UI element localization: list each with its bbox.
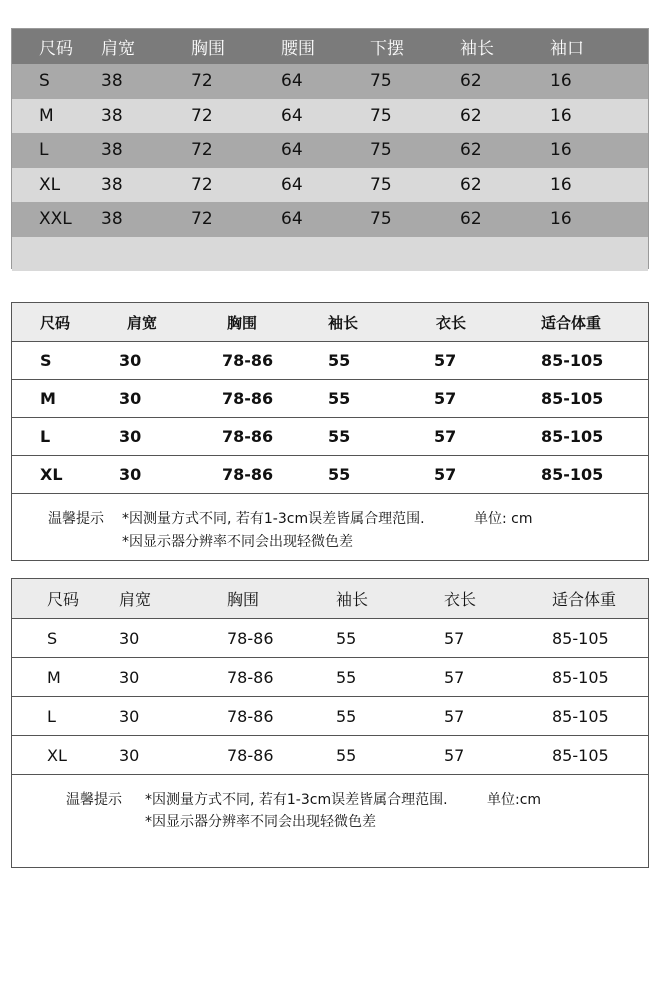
header-cell: 肩宽 bbox=[101, 39, 135, 59]
table-cell: 78-86 bbox=[222, 465, 274, 484]
note-label: 温馨提示 bbox=[66, 792, 122, 808]
note-line-2: *因显示器分辨率不同会出现轻微色差 bbox=[145, 814, 376, 830]
table-cell: 62 bbox=[460, 140, 482, 161]
table-cell: XL bbox=[39, 174, 61, 195]
table-cell: 75 bbox=[370, 105, 392, 126]
table-cell: 55 bbox=[336, 706, 357, 726]
table-cell: 57 bbox=[434, 465, 457, 484]
table-cell: L bbox=[39, 140, 49, 161]
size-table-3 bbox=[11, 578, 649, 868]
table-cell: 55 bbox=[328, 351, 351, 370]
header-cell: 肩宽 bbox=[119, 590, 152, 609]
note-line-1: *因测量方式不同, 若有1-3cm误差皆属合理范围. bbox=[122, 511, 425, 527]
header-cell: 袖长 bbox=[460, 39, 494, 59]
table-cell: 78-86 bbox=[227, 745, 274, 765]
table-cell: 16 bbox=[550, 174, 572, 195]
table-cell: 16 bbox=[550, 209, 572, 230]
table-cell: S bbox=[39, 71, 50, 92]
table-cell: 55 bbox=[336, 745, 357, 765]
table-cell: L bbox=[47, 706, 56, 726]
table-cell: 78-86 bbox=[227, 628, 274, 648]
table-row bbox=[12, 342, 648, 380]
header-cell: 衣长 bbox=[444, 590, 477, 609]
table-cell: 78-86 bbox=[227, 667, 274, 687]
table-cell: 85-105 bbox=[552, 706, 609, 726]
table-cell: 30 bbox=[119, 628, 140, 648]
table-cell: M bbox=[47, 667, 61, 687]
note-unit: 单位:cm bbox=[487, 792, 542, 808]
header-cell: 适合体重 bbox=[552, 590, 617, 609]
table-cell: XXL bbox=[39, 209, 72, 230]
table-cell: 75 bbox=[370, 71, 392, 92]
table-cell: 75 bbox=[370, 174, 392, 195]
table-cell: 30 bbox=[119, 745, 140, 765]
header-cell: 袖长 bbox=[336, 590, 369, 609]
table-cell: 85-105 bbox=[552, 628, 609, 648]
table-row bbox=[12, 202, 648, 237]
table-cell: 30 bbox=[119, 427, 142, 446]
table-cell: 64 bbox=[281, 140, 303, 161]
table-cell: 57 bbox=[444, 706, 465, 726]
table-cell: 57 bbox=[434, 351, 457, 370]
table-cell: 64 bbox=[281, 71, 303, 92]
table-cell: 38 bbox=[101, 71, 123, 92]
table-cell: 57 bbox=[444, 667, 465, 687]
table-cell: 78-86 bbox=[227, 706, 274, 726]
table-cell: S bbox=[47, 628, 58, 648]
table-cell: 85-105 bbox=[541, 389, 604, 408]
table-cell: 30 bbox=[119, 465, 142, 484]
table-cell: 85-105 bbox=[541, 351, 604, 370]
table-cell: 72 bbox=[191, 209, 213, 230]
table-cell: 72 bbox=[191, 105, 213, 126]
table-cell: M bbox=[39, 105, 54, 126]
table-header-row bbox=[12, 29, 648, 64]
table-cell: 30 bbox=[119, 351, 142, 370]
table-row bbox=[12, 456, 648, 494]
table-cell: 72 bbox=[191, 71, 213, 92]
table-cell: 55 bbox=[328, 389, 351, 408]
table-cell: 62 bbox=[460, 105, 482, 126]
table-cell: 55 bbox=[336, 628, 357, 648]
table-cell: 78-86 bbox=[222, 389, 274, 408]
header-cell: 袖长 bbox=[328, 313, 359, 332]
table-cell: 16 bbox=[550, 71, 572, 92]
table-cell: 38 bbox=[101, 209, 123, 230]
table-cell: 57 bbox=[434, 427, 457, 446]
header-cell: 腰围 bbox=[281, 39, 315, 59]
note-line-1: *因测量方式不同, 若有1-3cm误差皆属合理范围. bbox=[145, 792, 448, 808]
table-row bbox=[12, 168, 648, 203]
table-cell: 38 bbox=[101, 174, 123, 195]
header-cell: 下摆 bbox=[370, 39, 404, 59]
header-cell: 袖口 bbox=[550, 39, 584, 59]
header-cell: 肩宽 bbox=[127, 313, 158, 332]
table-row bbox=[12, 99, 648, 134]
table-cell: 62 bbox=[460, 174, 482, 195]
table-cell: 75 bbox=[370, 209, 392, 230]
table-cell: 78-86 bbox=[222, 427, 274, 446]
note-unit: 单位: cm bbox=[474, 511, 533, 527]
table-cell: 30 bbox=[119, 706, 140, 726]
header-cell: 衣长 bbox=[436, 313, 467, 332]
table-row bbox=[12, 418, 648, 456]
table-row bbox=[12, 619, 648, 658]
table-cell: 38 bbox=[101, 105, 123, 126]
size-table-1 bbox=[11, 28, 649, 269]
table-cell: XL bbox=[47, 745, 67, 765]
header-cell: 尺码 bbox=[47, 590, 80, 609]
table-row bbox=[12, 380, 648, 418]
table-header-row bbox=[12, 579, 648, 619]
table-cell: 57 bbox=[444, 628, 465, 648]
header-cell: 胸围 bbox=[227, 313, 258, 332]
table-cell: 85-105 bbox=[552, 667, 609, 687]
table-row bbox=[12, 697, 648, 736]
table-cell: 62 bbox=[460, 209, 482, 230]
table-cell: 55 bbox=[328, 465, 351, 484]
table-header-row bbox=[12, 303, 648, 342]
size-table-2 bbox=[11, 302, 649, 561]
table-cell: L bbox=[40, 427, 51, 446]
table-cell: 78-86 bbox=[222, 351, 274, 370]
table-cell: 62 bbox=[460, 71, 482, 92]
table-cell: 38 bbox=[101, 140, 123, 161]
note-label: 温馨提示 bbox=[48, 511, 104, 527]
table-cell: 85-105 bbox=[552, 745, 609, 765]
table-cell: 72 bbox=[191, 140, 213, 161]
table-row bbox=[12, 133, 648, 168]
table-cell: 85-105 bbox=[541, 465, 604, 484]
note-line-2: *因显示器分辨率不同会出现轻微色差 bbox=[122, 534, 353, 550]
table-cell: 75 bbox=[370, 140, 392, 161]
table-cell: 57 bbox=[444, 745, 465, 765]
table-cell: S bbox=[40, 351, 52, 370]
table-cell: 85-105 bbox=[541, 427, 604, 446]
table-cell: M bbox=[40, 389, 56, 408]
table-cell: 16 bbox=[550, 140, 572, 161]
header-cell: 尺码 bbox=[39, 39, 73, 59]
table-row bbox=[12, 658, 648, 697]
table-cell: XL bbox=[40, 465, 63, 484]
header-cell: 尺码 bbox=[40, 313, 71, 332]
table-cell: 55 bbox=[328, 427, 351, 446]
table-cell: 16 bbox=[550, 105, 572, 126]
table-cell: 64 bbox=[281, 174, 303, 195]
table-cell: 30 bbox=[119, 667, 140, 687]
table-cell: 72 bbox=[191, 174, 213, 195]
table-cell: 55 bbox=[336, 667, 357, 687]
table-cell: 64 bbox=[281, 209, 303, 230]
table-cell: 57 bbox=[434, 389, 457, 408]
table-empty-row bbox=[12, 237, 648, 272]
header-cell: 适合体重 bbox=[541, 313, 602, 332]
header-cell: 胸围 bbox=[191, 39, 225, 59]
header-cell: 胸围 bbox=[227, 590, 260, 609]
table-row bbox=[12, 64, 648, 99]
table-cell: 64 bbox=[281, 105, 303, 126]
table-cell: 30 bbox=[119, 389, 142, 408]
table-row bbox=[12, 736, 648, 775]
